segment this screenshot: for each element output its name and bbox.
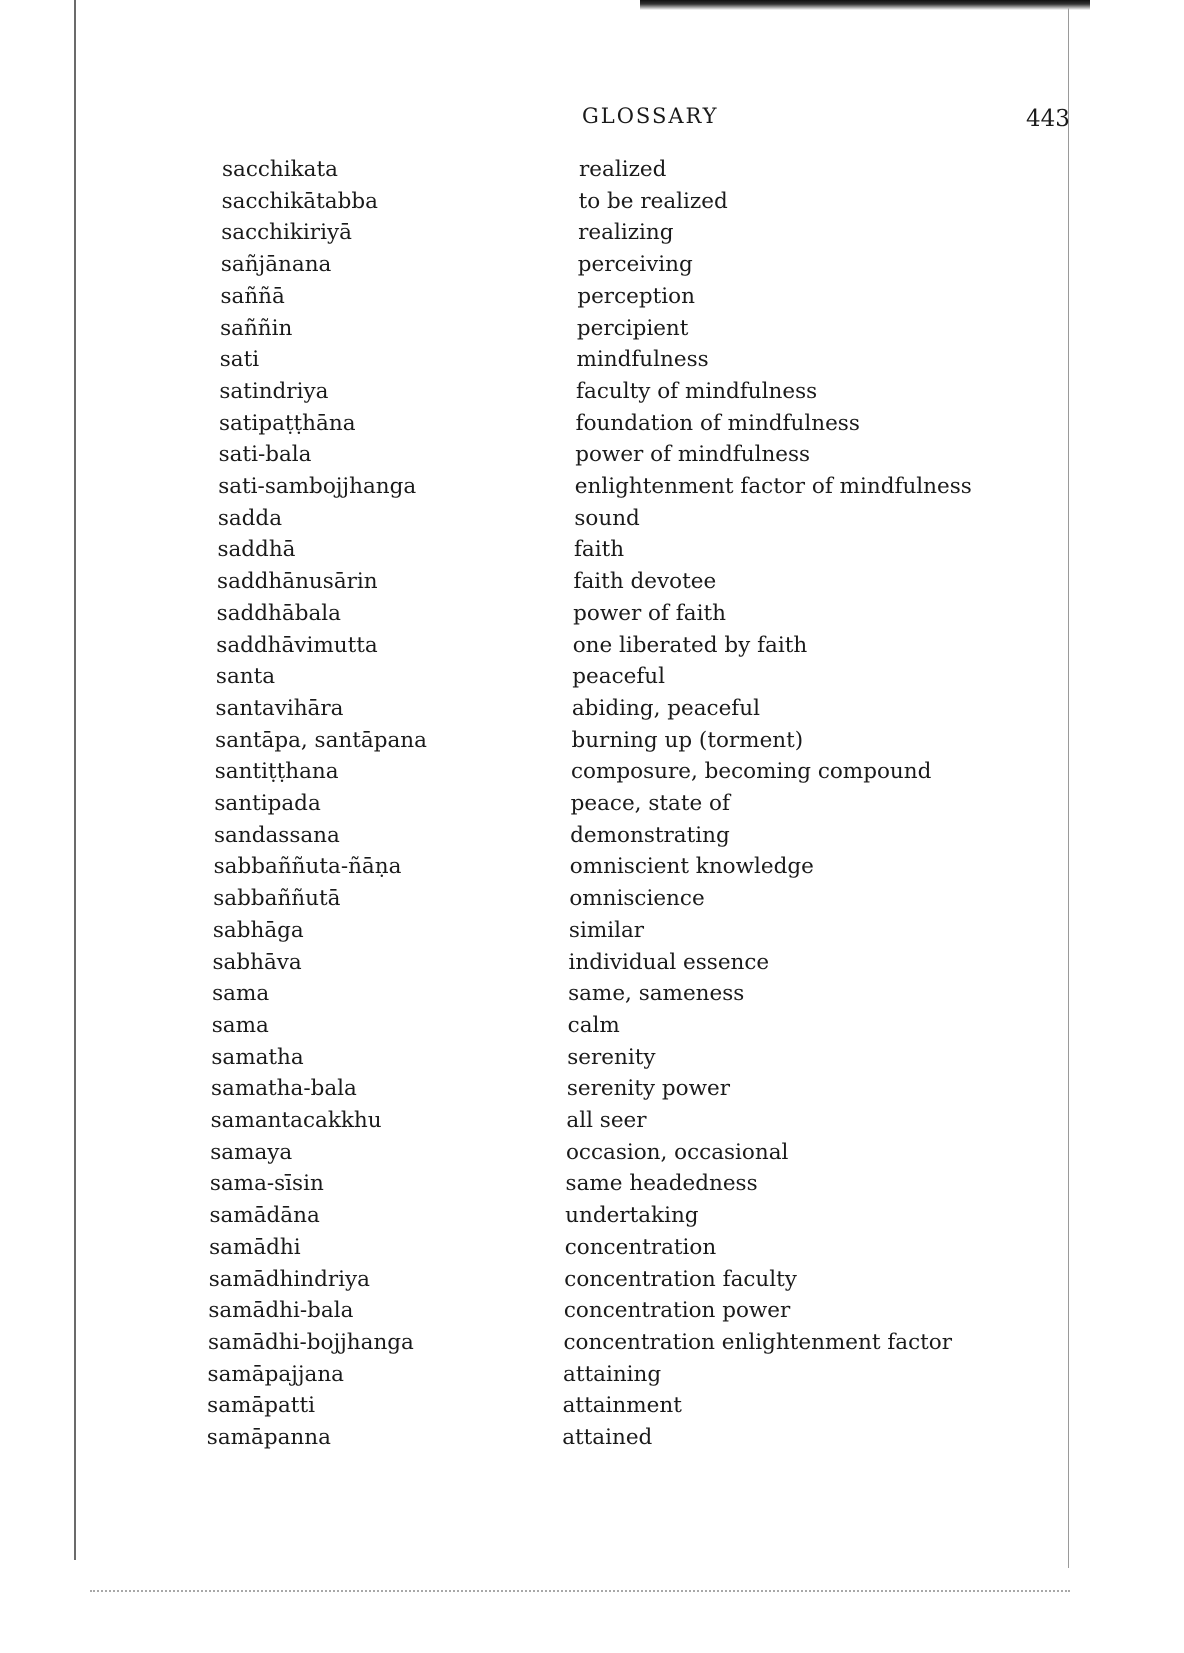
glossary-term: samādhi [209, 1234, 301, 1260]
glossary-entry [0, 660, 1184, 693]
glossary-definition: composure, becoming compound [571, 759, 932, 785]
glossary-definition: peace, state of [570, 791, 730, 816]
glossary-entry [0, 755, 1184, 788]
glossary-entry [0, 153, 1184, 186]
glossary-definition: attainment [562, 1393, 682, 1419]
glossary-entry [0, 312, 1184, 345]
glossary-term: sabhāga [212, 917, 304, 943]
glossary-definition: sound [574, 505, 640, 531]
glossary-definition: omniscient knowledge [569, 854, 814, 880]
glossary-term: sabhāva [212, 949, 302, 975]
glossary-entry [0, 819, 1184, 852]
glossary-definition: realizing [578, 220, 674, 246]
glossary-entry [0, 1326, 1184, 1359]
glossary-term: saññā [220, 283, 285, 309]
glossary-definition: one liberated by faith [572, 632, 808, 658]
glossary-term: saddhānusārin [217, 569, 378, 595]
glossary-definition: concentration enlightenment factor [563, 1329, 953, 1355]
page-title: GLOSSARY [582, 104, 719, 128]
glossary-term: sañjānana [220, 252, 332, 278]
glossary-entry [0, 280, 1184, 313]
glossary-term: sama [211, 1012, 269, 1038]
glossary-entry [0, 1421, 1184, 1454]
glossary-definition: to be realized [578, 188, 728, 214]
glossary-term: sati [219, 347, 260, 373]
glossary-definition: omniscience [569, 886, 705, 912]
glossary-definition: attaining [563, 1361, 662, 1387]
glossary-entry [0, 1041, 1184, 1074]
glossary-entry [0, 1231, 1184, 1264]
glossary-definition: abiding, peaceful [571, 695, 760, 721]
glossary-definition: occasion, occasional [565, 1139, 789, 1165]
glossary-definition: concentration faculty [564, 1266, 797, 1292]
glossary-entry [0, 248, 1184, 281]
glossary-term: satindriya [219, 378, 329, 404]
glossary-term: samatha-bala [210, 1076, 357, 1102]
glossary-definition: concentration power [563, 1298, 791, 1324]
glossary-term: sacchikiriyā [221, 220, 352, 246]
glossary-term: sati-bala [218, 442, 312, 468]
glossary-entry [0, 597, 1184, 630]
glossary-term: sama [212, 981, 270, 1007]
glossary-term: santa [215, 664, 276, 690]
scan-top-shadow [640, 0, 1090, 10]
glossary-term: samāpatti [207, 1393, 315, 1419]
glossary-entry [0, 882, 1184, 915]
glossary-term: santavihāra [215, 695, 344, 721]
glossary-term: santipada [214, 791, 321, 816]
glossary-term: samāpajjana [207, 1361, 345, 1387]
glossary-term: saddhāvimutta [216, 632, 378, 658]
glossary-definition: same headedness [565, 1171, 758, 1197]
glossary-entry [0, 1358, 1184, 1391]
glossary-definition: perception [577, 283, 695, 309]
glossary-entry [0, 407, 1184, 440]
glossary-term: samādāna [209, 1203, 320, 1229]
glossary-entry [0, 850, 1184, 883]
glossary-definition: burning up (torment) [571, 727, 804, 753]
glossary-entry [0, 502, 1184, 535]
glossary-entry [0, 1072, 1184, 1105]
glossary-term: sabbaññuta-ñāṇa [213, 854, 402, 880]
page-number: 443 [1026, 106, 1070, 132]
glossary-entry [0, 1167, 1184, 1200]
glossary-entry [0, 787, 1184, 820]
glossary-term: sandassana [214, 822, 340, 848]
glossary-term: samāpanna [206, 1425, 331, 1450]
glossary-definition: enlightenment factor of mindfulness [574, 474, 972, 499]
glossary-entry [0, 470, 1184, 503]
glossary-entry [0, 343, 1184, 376]
glossary-term: samādhindriya [208, 1266, 370, 1292]
glossary-term: sabbaññutā [213, 886, 341, 912]
glossary-term: satipaṭṭhāna [218, 410, 356, 436]
glossary-term: saddhā [217, 537, 296, 563]
glossary-entry [0, 1009, 1184, 1042]
glossary-term: sama-sīsin [209, 1171, 324, 1197]
glossary-definition: serenity [567, 1044, 656, 1070]
glossary-definition: undertaking [565, 1203, 699, 1229]
glossary-entry [0, 375, 1184, 408]
glossary-definition: demonstrating [570, 822, 730, 848]
glossary-entry [0, 1199, 1184, 1232]
glossary-entry [0, 629, 1184, 662]
glossary-entry [0, 977, 1184, 1010]
glossary-definition: perceiving [577, 252, 693, 278]
glossary-term: samantacakkhu [210, 1108, 382, 1133]
glossary-definition: faculty of mindfulness [576, 378, 818, 404]
glossary-entry [0, 946, 1184, 979]
glossary-term: saddhābala [216, 600, 341, 626]
glossary-definition: individual essence [568, 949, 770, 975]
glossary-definition: all seer [566, 1108, 647, 1133]
glossary-term: santāpa, santāpana [215, 727, 427, 753]
glossary-definition: faith [573, 537, 625, 563]
glossary-entry [0, 1389, 1184, 1422]
glossary-entry [0, 533, 1184, 566]
glossary-entry [0, 914, 1184, 947]
glossary-entry [0, 565, 1184, 598]
glossary-entry [0, 1136, 1184, 1169]
glossary-term: santiṭṭhana [214, 759, 339, 785]
glossary-definition: faith devotee [573, 569, 717, 595]
glossary-definition: peaceful [572, 664, 666, 690]
glossary-entry [0, 692, 1184, 725]
glossary-definition: mindfulness [576, 347, 709, 373]
glossary-term: saññin [220, 315, 293, 341]
glossary-term: samādhi-bojjhanga [207, 1329, 414, 1355]
glossary-entry [0, 185, 1184, 218]
glossary-entry [0, 1294, 1184, 1327]
glossary-definition: power of faith [573, 600, 726, 626]
glossary-definition: concentration [564, 1234, 717, 1260]
glossary-entry [0, 724, 1184, 757]
glossary-term: sati-sambojjhanga [218, 474, 417, 499]
glossary-definition: realized [579, 157, 667, 182]
glossary-definition: attained [562, 1425, 653, 1450]
glossary-term: samatha [211, 1044, 304, 1070]
glossary-definition: power of mindfulness [575, 442, 811, 468]
glossary-term: sacchikātabba [221, 188, 378, 214]
glossary-definition: percipient [576, 315, 689, 341]
glossary-term: samaya [210, 1139, 293, 1165]
glossary-term: sadda [217, 505, 283, 531]
scan-bottom-noise [90, 1590, 1070, 1592]
glossary-term: sacchikata [222, 157, 338, 182]
glossary-term: samādhi-bala [208, 1298, 354, 1324]
glossary-definition: serenity power [566, 1076, 731, 1102]
glossary-entry [0, 438, 1184, 471]
glossary-entry [0, 216, 1184, 249]
glossary-entry [0, 1104, 1184, 1137]
glossary-definition: similar [568, 917, 645, 943]
glossary-definition: foundation of mindfulness [575, 410, 860, 436]
glossary-definition: same, sameness [568, 981, 745, 1007]
glossary-entry [0, 1263, 1184, 1296]
glossary-definition: calm [567, 1012, 620, 1038]
